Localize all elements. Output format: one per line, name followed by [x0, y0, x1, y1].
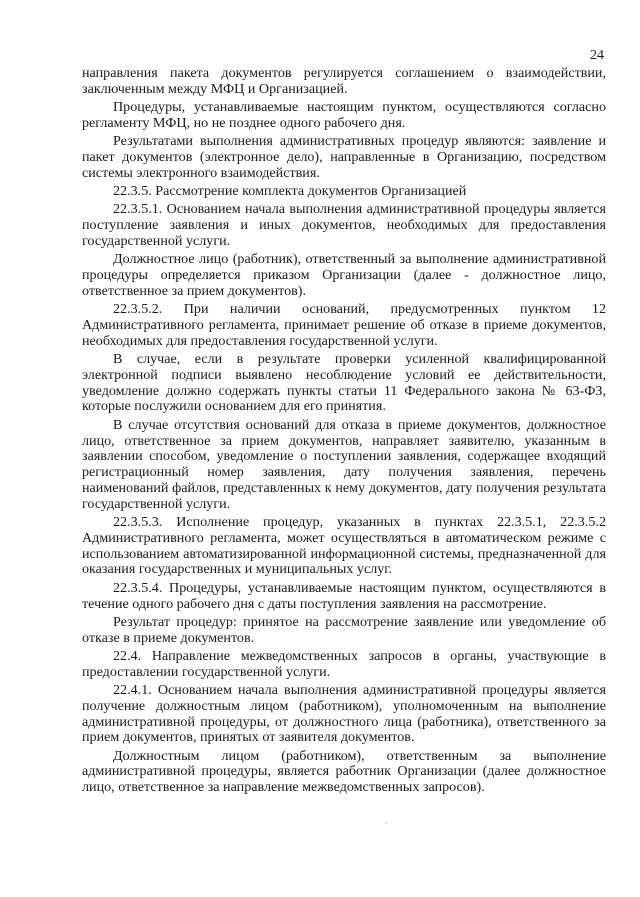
section-heading: 22.4. Направление межведомственных запросов в органы, участвующие в предоставлении государственной услуги.	[82, 647, 606, 680]
paragraph: Результатами выполнения административных процедур являются: заявление и пакет документов (электронное дело), направленные в Организацию, посредством системы электронного взаимодействия.	[82, 133, 606, 181]
paragraph: В случае, если в результате проверки усиленной квалифицированной электронной подписи выявлено несоблюдение условий ее действительности, уведомление должно содержать пункты статьи 11 Федерального закона № 63-ФЗ, которые послужили основанием для его принятия.	[82, 351, 606, 415]
paragraph: В случае отсутствия оснований для отказа в приеме документов, должностное лицо, ответственное за прием документов, направляет заявителю, указанным в заявлении способом, уведомление о поступлении заявления, содержащее входящий регистрационный номер заявления, дату получения заявления, перечень наименований файлов, представленных к нему документов, дату получения результата государственной услуги.	[82, 416, 606, 512]
paragraph: 22.3.5.4. Процедуры, устанавливаемые настоящим пунктом, осуществляются в течение одного рабочего дня с даты поступления заявления на рассмотрение.	[82, 579, 606, 612]
document-body	[82, 66, 606, 799]
page-number: 24	[590, 48, 604, 63]
paragraph: 22.3.5.1. Основанием начала выполнения административной процедуры является поступление заявления и иных документов, необходимых для предоставления государственной услуги.	[82, 201, 606, 249]
paragraph: Должностное лицо (работник), ответственный за выполнение административной процедуры определяется приказом Организации (далее - должностное лицо, ответственное за прием документов).	[82, 251, 606, 299]
paragraph: Процедуры, устанавливаемые настоящим пунктом, осуществляются согласно регламенту МФЦ, но не позднее одного рабочего дня.	[82, 99, 606, 131]
section-heading: 22.3.5. Рассмотрение комплекта документов Организацией	[113, 183, 467, 200]
paragraph: Должностным лицом (работником), ответственным за выполнение административной процедуры, является работник Организации (далее должностное лицо, ответственное за направление межведомственных запросов).	[82, 747, 606, 796]
paragraph: 22.3.5.3. Исполнение процедур, указанных в пунктах 22.3.5.1, 22.3.5.2 Административного регламента, может осуществляться в автоматическом режиме с использованием автоматизированной информационной системы, предназначенной для оказания государственных и муниципальных услуг.	[82, 514, 606, 578]
paragraph: 22.3.5.2. При наличии оснований, предусмотренных пунктом 12 Административного регламента, принимает решение об отказе в приеме документов, необходимых для предоставления государственной услуги.	[82, 301, 606, 349]
paragraph: направления пакета документов регулируется соглашением о взаимодействии, заключенным между МФЦ и Организацией.	[82, 65, 606, 97]
paragraph: 22.4.1. Основанием начала выполнения административной процедуры является получение должностным лицом (работником), уполномоченным на выполнение административной процедуры, от должностного лица (работника), ответственного за прием документов, принятых от заявителя документов.	[82, 681, 606, 746]
paragraph: Результат процедур: принятое на рассмотрение заявление или уведомление об отказе в приеме документов.	[82, 613, 606, 646]
scan-speck	[385, 822, 387, 824]
